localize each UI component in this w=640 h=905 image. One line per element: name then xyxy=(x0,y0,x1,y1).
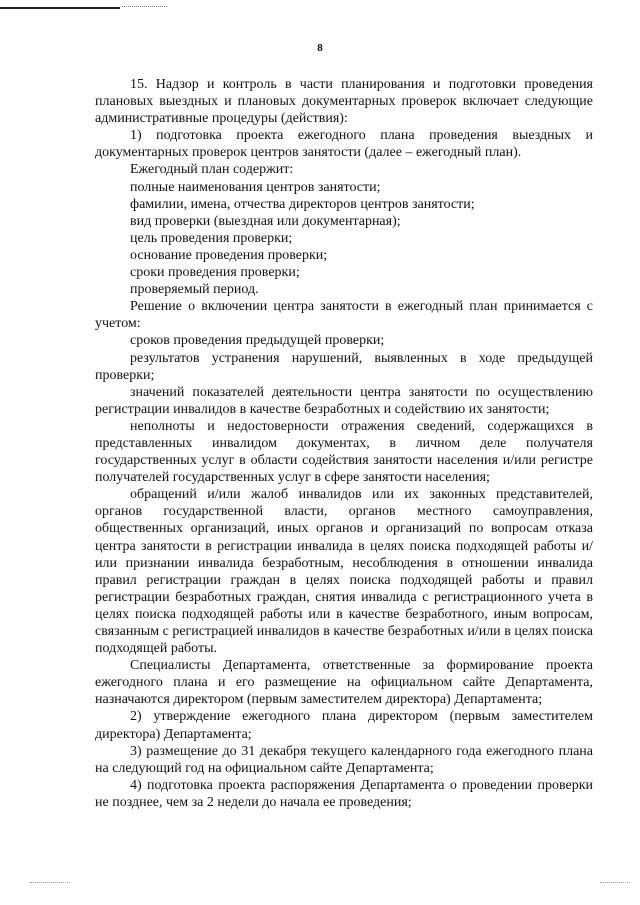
list-item: цель проведения проверки; xyxy=(130,230,293,246)
paragraph-item-4: 4) подготовка проекта распоряжения Департамента о проведении проверки не позднее, чем за 2 недели до начала ее проведения; xyxy=(95,777,593,810)
list-item: сроки проведения проверки; xyxy=(130,265,300,281)
paragraph-decision-basis: Решение о включении центра занятости в ежегодный план принимается с учетом: xyxy=(95,299,593,332)
paragraph-15-intro: 15. Надзор и контроль в части планирования и подготовки проведения плановых выездных и плановых документарных проверок включает следующие административные процедуры (действия): xyxy=(95,77,593,127)
list-item: обращений и/или жалоб инвалидов или их законных представителей, органов государственной власти, органов местного самоуправления, общественных организаций, иных органов и организаций по вопросам отказа центра занятости в регистрации инвалида в целях поиска подходящей работы и/или признании инвалида безработным, несоблюдения в отношении инвалида правил регистрации граждан в целях поиска подходящей работы и правил регистрации безработных граждан, снятия инвалида с регистрационного учета в целях поиска подходящей работы или в качестве безработного, иным вопросам, связанным с регистрацией инвалидов в качестве безработных и/или в целях поиска подходящей работы. xyxy=(95,487,593,657)
list-item: полные наименования центров занятости; xyxy=(130,179,381,195)
list-heading-plan-contents: Ежегодный план содержит: xyxy=(130,162,294,178)
list-item: фамилии, имена, отчества директоров центров занятости; xyxy=(130,196,475,212)
paragraph-specialists: Специалисты Департамента, ответственные за формирование проекта ежегодного плана и его размещение на официальном сайте Департамента, назначаются директором (первым заместителем директора) Департамента; xyxy=(95,658,593,708)
page-number: 8 xyxy=(317,42,323,54)
list-item: основание проведения проверки; xyxy=(130,247,328,263)
body-text xyxy=(95,76,593,811)
list-item: результатов устранения нарушений, выявленных в ходе предыдущей проверки; xyxy=(95,350,593,383)
list-item: сроков проведения предыдущей проверки; xyxy=(130,333,385,349)
list-item: вид проверки (выездная или документарная); xyxy=(130,213,401,229)
scan-edge-dots xyxy=(122,6,167,10)
list-item: неполноты и недостоверности отражения сведений, содержащихся в представленных инвалидом документах, в личном деле получателя государственных услуг в области содействия занятости населения и/или регистре получателей государственных услуг в сфере занятости населения; xyxy=(95,418,593,486)
list-item: значений показателей деятельности центра занятости по осуществлению регистрации инвалидов в качестве безработных и содействию их занятости; xyxy=(95,384,593,417)
list-item: проверяемый период. xyxy=(130,282,259,298)
scan-bottom-marks xyxy=(0,878,640,888)
paragraph-item-1: 1) подготовка проекта ежегодного плана проведения выездных и документарных проверок центров занятости (далее – ежегодный план). xyxy=(95,128,593,161)
paragraph-item-2: 2) утверждение ежегодного плана директором (первым заместителем директора) Департамента; xyxy=(95,709,593,742)
paragraph-item-3: 3) размещение до 31 декабря текущего календарного года ежегодного плана на следующий год на официальном сайте Департамента; xyxy=(95,743,593,776)
scan-edge-mark xyxy=(0,7,120,9)
